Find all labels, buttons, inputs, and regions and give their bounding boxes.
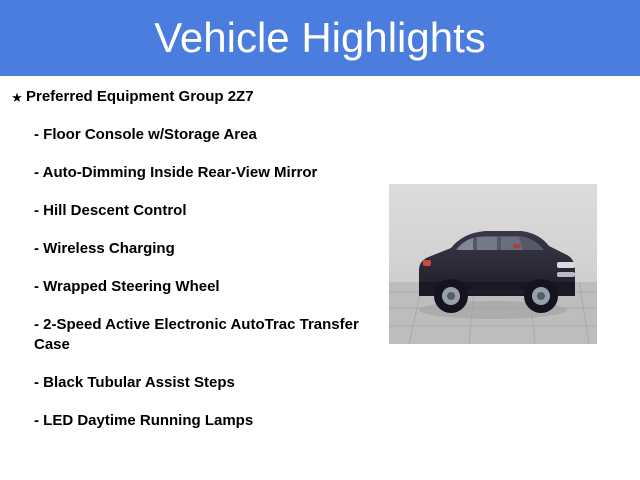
list-item: - 2-Speed Active Electronic AutoTrac Transfer Case bbox=[34, 316, 359, 353]
equipment-group-label: Preferred Equipment Group 2Z7 bbox=[26, 88, 254, 105]
list-item bbox=[8, 88, 380, 107]
list-item: - Wrapped Steering Wheel bbox=[34, 278, 220, 295]
highlights-list bbox=[8, 88, 380, 431]
slide-body bbox=[0, 76, 640, 480]
vehicle-photo bbox=[389, 184, 597, 344]
header-banner bbox=[0, 0, 640, 76]
list-item: - Hill Descent Control bbox=[34, 202, 187, 219]
list-item: - Black Tubular Assist Steps bbox=[34, 374, 235, 391]
page-title: Vehicle Highlights bbox=[154, 14, 486, 61]
list-item: - Auto-Dimming Inside Rear-View Mirror bbox=[34, 164, 318, 181]
list-item: - LED Daytime Running Lamps bbox=[34, 412, 254, 429]
list-item: - Floor Console w/Storage Area bbox=[34, 126, 257, 143]
star-icon: ★ bbox=[11, 90, 23, 105]
list-item: - Wireless Charging bbox=[34, 240, 175, 257]
